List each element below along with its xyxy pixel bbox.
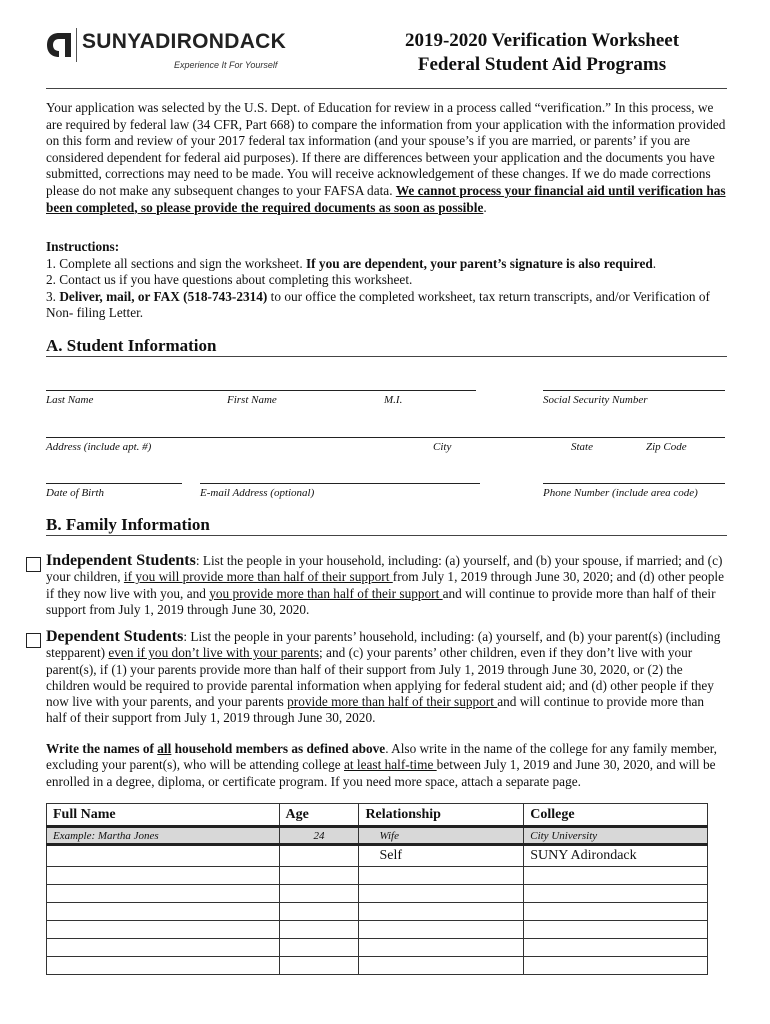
name-cell[interactable] xyxy=(47,921,280,939)
household-table xyxy=(46,803,708,975)
phone-input-line[interactable] xyxy=(543,483,725,484)
dob-label: Date of Birth xyxy=(46,487,105,499)
instructions xyxy=(46,239,726,322)
header-age: Age xyxy=(279,804,359,827)
instructions-heading: Instructions: xyxy=(46,239,120,254)
table-row xyxy=(47,957,708,975)
age-cell[interactable] xyxy=(279,885,359,903)
header-rule xyxy=(46,88,727,89)
name-input-line[interactable] xyxy=(46,390,476,391)
instruction-item-2: 2. Contact us if you have questions about completing this worksheet. xyxy=(46,272,413,288)
email-label: E-mail Address (optional) xyxy=(200,487,315,499)
table-row xyxy=(47,939,708,957)
name-cell[interactable] xyxy=(47,885,280,903)
dob-input-line[interactable] xyxy=(46,483,182,484)
address-label: Address (include apt. #) xyxy=(46,441,152,453)
relationship-cell[interactable] xyxy=(359,867,524,885)
table-row xyxy=(47,903,708,921)
ssn-label: Social Security Number xyxy=(543,394,648,406)
table-row xyxy=(47,867,708,885)
phone-label: Phone Number (include area code) xyxy=(543,487,698,499)
name-cell[interactable] xyxy=(47,867,280,885)
email-input-line[interactable] xyxy=(200,483,480,484)
section-a-rule xyxy=(46,356,727,357)
table-row xyxy=(47,885,708,903)
last-name-label: Last Name xyxy=(46,394,94,406)
college-logo xyxy=(46,28,306,78)
header-full-name: Full Name xyxy=(47,804,280,827)
self-age-cell[interactable] xyxy=(279,845,359,867)
age-cell[interactable] xyxy=(279,921,359,939)
example-name: Example: Martha Jones xyxy=(47,827,280,845)
college-cell[interactable] xyxy=(524,867,708,885)
title-line-2: Federal Student Aid Programs xyxy=(417,54,667,75)
intro-emphasis-2: so please provide the required documents as soon as possible xyxy=(137,199,484,215)
independent-paragraph: Independent Students: List the people in your household, including: (a) yourself, and (b) your spouse, if married; and (c) your children, if you will provide more than half of their support from July 1, 2019 through June 30, 2020; and (d) other people if they now live with you, and you provide more than half of their support and will continue to provide more than half of their support from July 1, 2019 through June 30, 2020. xyxy=(46,552,725,617)
age-cell[interactable] xyxy=(279,957,359,975)
self-name-cell[interactable] xyxy=(47,845,280,867)
college-cell[interactable] xyxy=(524,903,708,921)
dependent-paragraph: Dependent Students: List the people in your parents’ household, including: (a) yourself, and (b) your parent(s) (including stepparent) even if you don’t live with your parents; and (c) your parents’ other children, even if they don’t live with your parent(s), if (1) your parents provide more than half of their support from July 1, 2019 through June 30, 2020, or (2) the children would be required to provide parental information when applying for federal student aid; and (d) other people if they now live with your parents, and your parents provide more than half of their support and will continue to provide more than half of their support from July 1, 2019 through June 30, 2020. xyxy=(46,628,721,726)
name-cell[interactable] xyxy=(47,903,280,921)
zip-label: Zip Code xyxy=(646,441,687,453)
table-row xyxy=(47,921,708,939)
intro-emphasis-1: We cannot process your financial aid until verification has been completed, xyxy=(46,182,726,215)
page-title xyxy=(392,29,692,77)
relationship-cell[interactable] xyxy=(359,921,524,939)
age-cell[interactable] xyxy=(279,939,359,957)
college-cell[interactable] xyxy=(524,885,708,903)
table-header-row xyxy=(47,804,708,827)
intro-paragraph: Your application was selected by the U.S. Dept. of Education for review in a process called “verification.” In this process, we are required by federal law (34 CFR, Part 668) to compare the information from your application with the information provided on this form and review of your 2017 federal tax information (and your spouse’s if you are married, or parents’ if you are considered dependent for federal aid purposes). If there are differences between your application and the documents you have submitted, corrections may need to be made. You will receive acknowledgement of these changes. If we do made corrections please do not make any subsequent changes to your FAFSA data. We cannot process your financial aid until verification has been completed, so please provide the required documents as soon as possible. xyxy=(46,100,726,215)
write-names-paragraph: Write the names of all household members as defined above. Also write in the name of the college for any family member, excluding your parent(s), who will be attending college at least half-time between July 1, 2019 and June 30, 2020, and will be enrolled in a degree, diploma, or certificate program. If you need more space, attach a separate page. xyxy=(46,741,717,789)
logo-divider xyxy=(76,28,77,62)
section-b-rule xyxy=(46,535,727,536)
relationship-cell[interactable] xyxy=(359,957,524,975)
independent-checkbox[interactable] xyxy=(26,557,41,572)
college-cell[interactable] xyxy=(524,957,708,975)
address-input-line[interactable] xyxy=(46,437,725,438)
logo-mark-icon xyxy=(46,32,72,58)
mi-label: M.I. xyxy=(384,394,403,406)
relationship-cell[interactable] xyxy=(359,885,524,903)
first-name-label: First Name xyxy=(227,394,277,406)
self-relationship-cell: Self xyxy=(359,845,524,867)
header-relationship: Relationship xyxy=(359,804,524,827)
ssn-input-line[interactable] xyxy=(543,390,725,391)
logo-tagline: Experience It For Yourself xyxy=(174,60,278,70)
example-row xyxy=(47,827,708,845)
title-line-1: 2019-2020 Verification Worksheet xyxy=(404,30,680,51)
state-label: State xyxy=(571,441,593,453)
header-college: College xyxy=(524,804,708,827)
city-label: City xyxy=(433,441,452,453)
self-college-cell: SUNY Adirondack xyxy=(524,845,708,867)
age-cell[interactable] xyxy=(279,903,359,921)
table-row xyxy=(47,845,708,867)
name-cell[interactable] xyxy=(47,957,280,975)
dependent-checkbox[interactable] xyxy=(26,633,41,648)
logo-wordmark: SUNYADIRONDACK xyxy=(82,30,287,53)
relationship-cell[interactable] xyxy=(359,939,524,957)
example-age: 24 xyxy=(279,827,359,845)
age-cell[interactable] xyxy=(279,867,359,885)
name-cell[interactable] xyxy=(47,939,280,957)
relationship-cell[interactable] xyxy=(359,903,524,921)
instruction-item-3: 3. Deliver, mail, or FAX (518-743-2314) to our office the completed worksheet, tax return transcripts, and/or Verification of Non- filing Letter. xyxy=(46,288,710,321)
example-college: City University xyxy=(524,827,708,845)
example-relationship: Wife xyxy=(359,827,524,845)
section-b-title: B. Family Information xyxy=(46,515,210,534)
college-cell[interactable] xyxy=(524,939,708,957)
instruction-item-1: 1. Complete all sections and sign the worksheet. If you are dependent, your parent’s signature is also required. xyxy=(46,255,657,271)
college-cell[interactable] xyxy=(524,921,708,939)
section-a-title: A. Student Information xyxy=(46,336,217,355)
